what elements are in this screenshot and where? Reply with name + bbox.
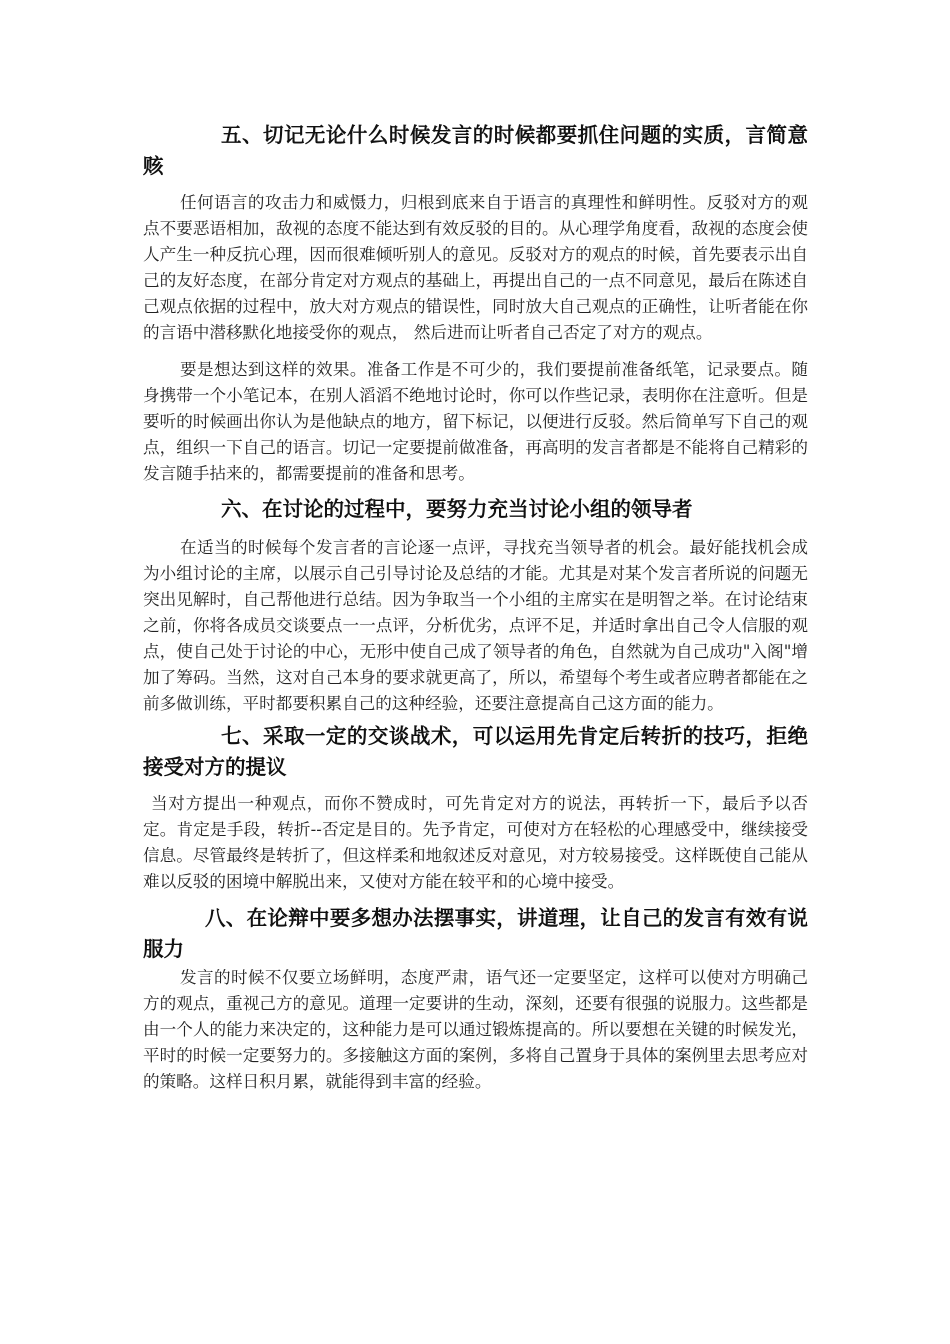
section-5-heading: 五、切记无论什么时候发言的时候都要抓住问题的实质，言简意赅 [143,123,808,178]
section-8-heading: 八、在论辩中要多想办法摆事实，讲道理，让自己的发言有效有说服力 [143,906,808,961]
section-7-paragraph-1: 当对方提出一种观点，而你不赞成时，可先肯定对方的说法，再转折一下，最后予以否定。肯定是手段，转折--否定是目的。先予肯定，可使对方在轻松的心理感受中，继续接受信息。尽管最终是转折了，但这样柔和地叙述反对意见，对方较易接受。这样既使自己能从难以反驳的困境中解脱出来，又使对方能在较平和的心境中接受。 [143,794,808,891]
section-5-paragraph-2: 要是想达到这样的效果。准备工作是不可少的，我们要提前准备纸笔，记录要点。随身携带一个小笔记本，在别人滔滔不绝地讨论时，你可以作些记录，表明你在注意听。但是要听的时候画出你认为是他缺点的地方，留下标记，以便进行反驳。然后简单写下自己的观点，组织一下自己的语言。切记一定要提前做准备，再高明的发言者都是不能将自己精彩的发言随手拈来的，都需要提前的准备和思考。 [143,360,808,483]
document-page [143,120,808,1095]
section-6-heading: 六、在讨论的过程中，要努力充当讨论小组的领导者 [221,497,693,521]
section-7-heading: 七、采取一定的交谈战术，可以运用先肯定后转折的技巧，拒绝接受对方的提议 [143,724,808,779]
section-5-paragraph-1: 任何语言的攻击力和威慑力，归根到底来自于语言的真理性和鲜明性。反驳对方的观点不要恶语相加，敌视的态度不能达到有效反驳的目的。从心理学角度看，敌视的态度会使人产生一种反抗心理，因而很难倾听别人的意见。反驳对方的观点的时候，首先要表示出自己的友好态度，在部分肯定对方观点的基础上，再提出自己的一点不同意见，最后在陈述自己观点依据的过程中，放大对方观点的错误性，同时放大自己观点的正确性，让听者能在你的言语中潜移默化地接受你的观点， 然后进而让听者自己否定了对方的观点。 [143,193,808,342]
section-6-paragraph-1: 在适当的时候每个发言者的言论逐一点评，寻找充当领导者的机会。最好能找机会成为小组讨论的主席，以展示自己引导讨论及总结的才能。尤其是对某个发言者所说的问题无突出见解时，自己帮他进行总结。因为争取当一个小组的主席实在是明智之举。在讨论结束之前，你将各成员交谈要点一一点评，分析优劣，点评不足，并适时拿出自己令人信服的观点，使自己处于讨论的中心，无形中使自己成了领导者的角色，自然就为自己成功"入阁"增加了筹码。当然，这对自己本身的要求就更高了，所以，希望每个考生或者应聘者都能在之前多做训练，平时都要积累自己的这种经验，还要注意提高自己这方面的能力。 [143,538,808,713]
section-8-paragraph-1: 发言的时候不仅要立场鲜明，态度严肃，语气还一定要坚定，这样可以使对方明确己方的观点，重视己方的意见。道理一定要讲的生动，深刻，还要有很强的说服力。这些都是由一个人的能力来决定的，这种能力是可以通过锻炼提高的。所以要想在关键的时候发光，平时的时候一定要努力的。多接触这方面的案例，多将自己置身于具体的案例里去思考应对的策略。这样日积月累，就能得到丰富的经验。 [143,968,808,1091]
